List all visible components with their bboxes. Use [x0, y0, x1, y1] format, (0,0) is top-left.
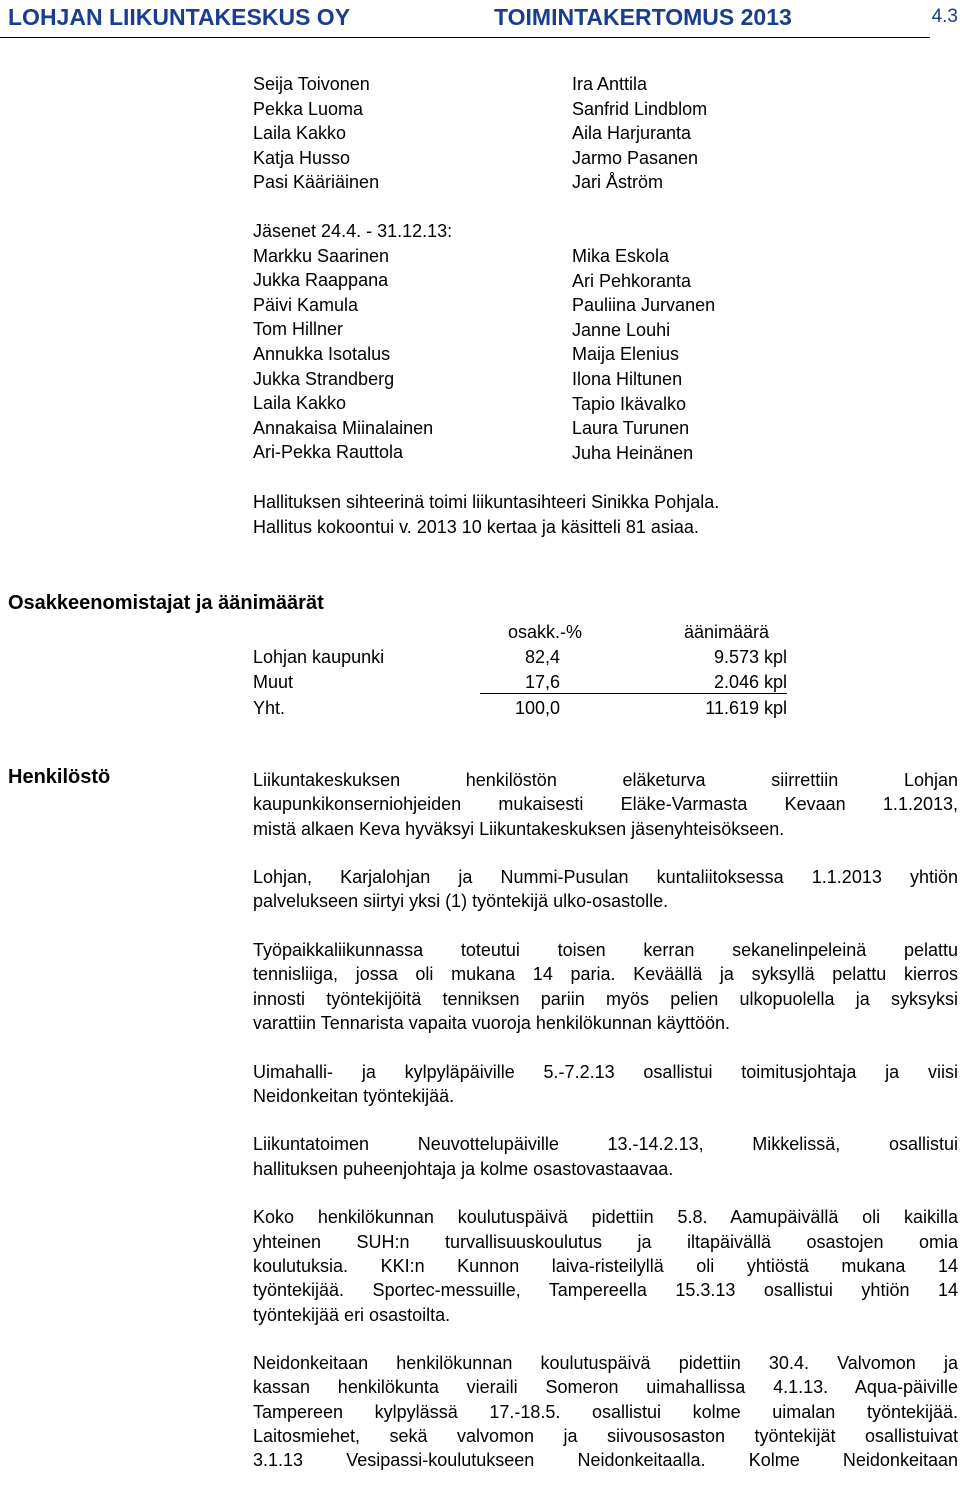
list-item: Jukka Strandberg [253, 368, 395, 389]
list-item: Jukka Raappana [253, 270, 389, 291]
personnel-paragraph [253, 865, 958, 914]
list-item: Ilona Hiltunen [572, 368, 683, 389]
list-item: Juha Heinänen [572, 442, 694, 463]
personnel-paragraph [253, 768, 958, 841]
vote-count: 2.046 kpl [713, 672, 787, 693]
list-item: Jarmo Pasanen [572, 147, 699, 168]
list-item: Pekka Luoma [253, 98, 364, 119]
list-item: Sanfrid Lindblom [572, 98, 708, 119]
personnel-paragraph [253, 1351, 958, 1472]
sum-underline [480, 693, 787, 694]
text-line: hallituksen puheenjohtaja ja kolme osastovastaavaa. [253, 1158, 674, 1179]
text-line: varattiin Tennarista vapaita vuoroja henkilökunnan käyttöön. [253, 1012, 730, 1033]
text-line: palvelukseen siirtyi yksi (1) työntekijä ulko-osastolle. [253, 891, 669, 912]
list-item: Aila Harjuranta [572, 123, 692, 144]
total-votes: 11.619 kpl [705, 697, 787, 718]
text-line: 3.1.13 Vesipassi-koulutukseen Neidonkeitaalla. Kolme Neidonkeitaan [253, 1450, 958, 1471]
board-list-left-bottom [253, 219, 452, 465]
text-line: työntekijää eri osastoilta. [253, 1304, 451, 1325]
page-header [0, 0, 960, 40]
text-line: koulutuksia. KKI:n Kunnon laiva-risteilyllä oli yhtiöstä mukana 14 [253, 1255, 958, 1276]
text-line: Työpaikkaliikunnassa toteutui toisen kerran sekanelinpeleinä pelattu [253, 940, 958, 961]
list-item: Tom Hillner [253, 319, 344, 340]
list-item: Laila Kakko [253, 123, 347, 144]
text-line: Lohjan, Karjalohjan ja Nummi-Pusulan kuntaliitoksessa 1.1.2013 yhtiön [253, 867, 958, 888]
list-item: Annukka Isotalus [253, 343, 391, 364]
board-note: Hallitus kokoontui v. 2013 10 kertaa ja käsitteli 81 asiaa. [253, 516, 699, 537]
list-item: Jari Åström [572, 172, 664, 193]
list-item: Pasi Kääriäinen [253, 172, 380, 193]
list-item: Seija Toivonen [253, 74, 370, 94]
list-item: Maija Elenius [572, 344, 680, 365]
text-line: Koko henkilökunnan koulutuspäivä pidettiin 5.8. Aamupäivällä oli kaikilla [253, 1207, 958, 1228]
members-heading: Jäsenet 24.4. - 31.12.13: [253, 221, 453, 241]
personnel-paragraph [253, 1132, 958, 1181]
board-notes [253, 490, 719, 539]
personnel-paragraph [253, 938, 958, 1035]
text-line: Tampereen kylpylässä 17.-18.5. osallistui kolme uimalan työntekijää. [253, 1401, 958, 1422]
text-line: innosti työntekijöitä tenniksen pariin myös pelien ulkopuolella ja syksyksi [253, 988, 958, 1009]
column-header-share: osakk.-% [508, 622, 583, 642]
share-percent: 17,6 [524, 672, 560, 693]
board-list-right-top [572, 72, 707, 195]
text-line: tennisliiga, jossa oli mukana 14 paria. Keväällä ja syksyllä pelattu kierros [253, 964, 958, 985]
list-item: Janne Louhi [572, 319, 671, 340]
personnel-paragraph [253, 1060, 958, 1109]
list-item: Ari-Pekka Rauttola [253, 442, 404, 463]
text-line: Neidonkeitan työntekijää. [253, 1085, 455, 1106]
text-line: Neidonkeitaan henkilökunnan koulutuspäivä pidettiin 30.4. Valvomon ja [253, 1353, 958, 1374]
list-item: Laura Turunen [572, 418, 690, 439]
list-item: Markku Saarinen [253, 245, 390, 266]
personnel-body [253, 768, 958, 1497]
text-line: kaupunkikonserniohjeiden mukaisesti Eläke-Varmasta Kevaan 1.1.2013, [253, 794, 958, 815]
table-row [253, 645, 793, 670]
page-number: 4.3 [931, 6, 958, 27]
total-share: 100,0 [514, 697, 560, 718]
text-line: Uimahalli- ja kylpyläpäiville 5.-7.2.13 osallistui toimitusjohtaja ja viisi [253, 1061, 958, 1082]
organization-name: LOHJAN LIIKUNTAKESKUS OY [8, 4, 351, 30]
shareholder-name: Lohjan kaupunki [253, 647, 385, 668]
share-percent: 82,4 [524, 647, 560, 668]
list-item: Mika Eskola [572, 246, 670, 266]
list-item: Tapio Ikävalko [572, 393, 687, 414]
list-item: Laila Kakko [253, 393, 347, 414]
text-line: Laitosmiehet, sekä valvomon ja siivousosaston työntekijät osallistuivat [253, 1426, 958, 1447]
column-header-votes: äänimäärä [684, 622, 770, 642]
shareholders-heading: Osakkeenomistajat ja äänimäärät [8, 592, 324, 614]
text-line: työntekijää. Sportec-messuille, Tampereella 15.3.13 osallistui yhtiön 14 [253, 1280, 958, 1301]
report-title: TOIMINTAKERTOMUS 2013 [494, 4, 792, 30]
board-list-right-bottom [572, 244, 715, 465]
list-item: Päivi Kamula [253, 294, 359, 315]
text-line: kassan henkilökunta vieraili Someron uimahallissa 4.1.13. Aqua-päiville [253, 1377, 958, 1398]
header-rule [0, 37, 930, 38]
total-label: Yht. [253, 697, 286, 718]
text-line: mistä alkaen Keva hyväksyi Liikuntakeskuksen jäsenyhteisökseen. [253, 818, 785, 839]
personnel-heading: Henkilöstö [8, 766, 111, 788]
shareholder-name: Muut [253, 672, 294, 693]
list-item: Annakaisa Miinalainen [253, 417, 434, 438]
list-item: Pauliina Jurvanen [572, 295, 716, 316]
text-line: yhteinen SUH:n turvallisuuskoulutus ja iltapäivällä osastojen omia [253, 1231, 958, 1252]
table-total-row [253, 696, 793, 721]
personnel-paragraph [253, 1205, 958, 1326]
shareholders-table [253, 620, 793, 721]
text-line: Liikuntatoimen Neuvottelupäiville 13.-14.2.13, Mikkelissä, osallistui [253, 1134, 958, 1155]
text-line: Liikuntakeskuksen henkilöstön eläketurva siirrettiin Lohjan [253, 770, 958, 790]
board-list-left-top [253, 72, 379, 195]
board-note: Hallituksen sihteerinä toimi liikuntasihteeri Sinikka Pohjala. [253, 492, 720, 512]
list-item: Ari Pehkoranta [572, 270, 692, 291]
list-item: Katja Husso [253, 147, 351, 168]
list-item: Ira Anttila [572, 74, 648, 94]
vote-count: 9.573 kpl [713, 647, 787, 668]
table-header-row [253, 620, 793, 645]
table-row [253, 670, 793, 695]
